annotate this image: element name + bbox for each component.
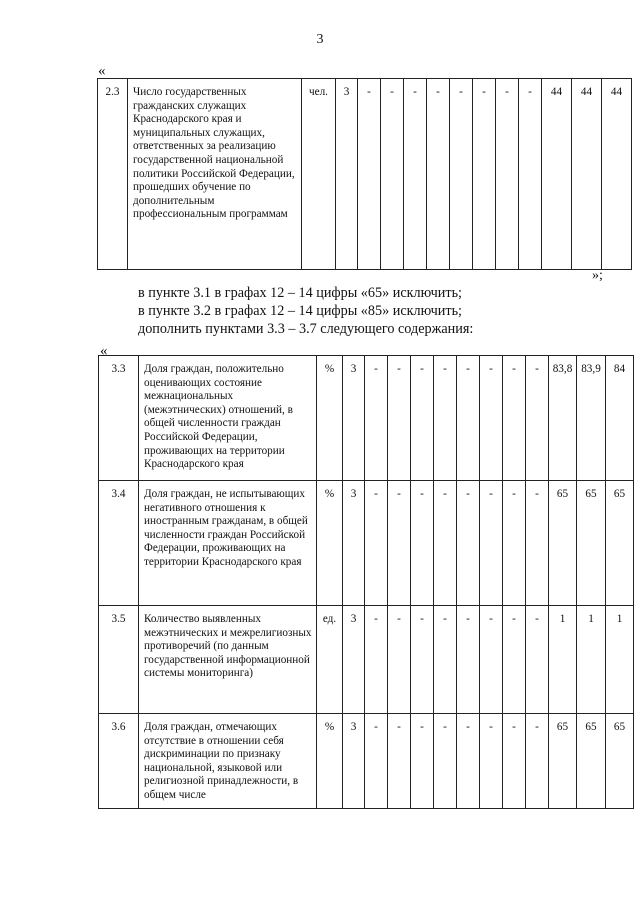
target-value-cell: 65 xyxy=(577,481,606,606)
status-cell: 3 xyxy=(343,356,365,481)
target-value-cell: 65 xyxy=(606,481,634,606)
year-value-cell: - xyxy=(503,714,526,809)
year-value-cell: - xyxy=(411,481,434,606)
year-value-cell: - xyxy=(480,481,503,606)
closing-quote: »; xyxy=(592,268,603,283)
indicator-name-cell: Доля граждан, отмечающих отсутствие в отношении себя дискриминации по признаку национальной, языковой или религиозной принадлежности, в общем числе xyxy=(139,714,317,809)
year-value-cell: - xyxy=(388,714,411,809)
unit-cell: % xyxy=(317,356,343,481)
status-cell: 3 xyxy=(343,481,365,606)
indicator-name-cell: Доля граждан, положительно оценивающих состояние межнациональных (межэтнических) отношений, в общей численности граждан Российской Федерации, проживающих на территории Краснодарского края xyxy=(139,356,317,481)
year-value-cell: - xyxy=(365,481,388,606)
target-value-cell: 65 xyxy=(606,714,634,809)
year-value-cell: - xyxy=(358,79,381,270)
year-value-cell: - xyxy=(411,714,434,809)
year-value-cell: - xyxy=(457,714,480,809)
unit-cell: % xyxy=(317,481,343,606)
year-value-cell: - xyxy=(480,714,503,809)
target-value-cell: 84 xyxy=(606,356,634,481)
indicator-name-cell: Количество выявленных межэтнических и межрелигиозных противоречий (по данным государственной информационной системы мониторинга) xyxy=(139,606,317,714)
table-row xyxy=(99,481,634,606)
year-value-cell: - xyxy=(434,714,457,809)
table-row xyxy=(99,606,634,714)
year-value-cell: - xyxy=(480,356,503,481)
year-value-cell: - xyxy=(457,481,480,606)
target-value-cell: 65 xyxy=(577,714,606,809)
year-value-cell: - xyxy=(434,606,457,714)
instruction-line-3: дополнить пунктами 3.3 – 3.7 следующего содержания: xyxy=(138,321,474,337)
year-value-cell: - xyxy=(526,481,549,606)
year-value-cell: - xyxy=(365,356,388,481)
year-value-cell: - xyxy=(404,79,427,270)
status-cell: 3 xyxy=(336,79,358,270)
target-value-cell: 44 xyxy=(542,79,572,270)
indicator-table-1 xyxy=(97,78,632,270)
year-value-cell: - xyxy=(480,606,503,714)
year-value-cell: - xyxy=(503,606,526,714)
year-value-cell: - xyxy=(473,79,496,270)
status-cell: 3 xyxy=(343,606,365,714)
target-value-cell: 44 xyxy=(602,79,632,270)
year-value-cell: - xyxy=(381,79,404,270)
indicator-name-cell: Доля граждан, не испытывающих негативного отношения к иностранным гражданам, в общей численности граждан Российской Федерации, проживающих на территории Краснодарского края xyxy=(139,481,317,606)
table-row xyxy=(98,79,632,270)
table-row xyxy=(99,714,634,809)
year-value-cell: - xyxy=(496,79,519,270)
indicator-name-cell: Число государственных гражданских служащих Краснодарского края и муниципальных служащих, ответственных за реализацию государственной национальной политики Российской Федерации, прошедших обучение по дополнительным профессиональным программам xyxy=(128,79,302,270)
row-number-cell: 3.6 xyxy=(99,714,139,809)
target-value-cell: 83,8 xyxy=(549,356,577,481)
year-value-cell: - xyxy=(411,606,434,714)
year-value-cell: - xyxy=(526,356,549,481)
target-value-cell: 1 xyxy=(606,606,634,714)
year-value-cell: - xyxy=(427,79,450,270)
year-value-cell: - xyxy=(457,356,480,481)
year-value-cell: - xyxy=(388,606,411,714)
target-value-cell: 44 xyxy=(572,79,602,270)
year-value-cell: - xyxy=(450,79,473,270)
unit-cell: ед. xyxy=(317,606,343,714)
year-value-cell: - xyxy=(365,714,388,809)
year-value-cell: - xyxy=(411,356,434,481)
page-number: 3 xyxy=(316,32,324,47)
target-value-cell: 65 xyxy=(549,481,577,606)
unit-cell: чел. xyxy=(302,79,336,270)
year-value-cell: - xyxy=(503,356,526,481)
year-value-cell: - xyxy=(526,606,549,714)
opening-quote-2: « xyxy=(100,343,108,359)
indicator-table-2 xyxy=(98,355,634,809)
opening-quote: « xyxy=(98,63,106,79)
year-value-cell: - xyxy=(434,356,457,481)
instruction-line-2: в пункте 3.2 в графах 12 – 14 цифры «85» исключить; xyxy=(138,303,462,319)
row-number-cell: 3.4 xyxy=(99,481,139,606)
year-value-cell: - xyxy=(457,606,480,714)
year-value-cell: - xyxy=(388,481,411,606)
unit-cell: % xyxy=(317,714,343,809)
year-value-cell: - xyxy=(434,481,457,606)
row-number-cell: 2.3 xyxy=(98,79,128,270)
year-value-cell: - xyxy=(526,714,549,809)
row-number-cell: 3.5 xyxy=(99,606,139,714)
target-value-cell: 83,9 xyxy=(577,356,606,481)
instruction-line-1: в пункте 3.1 в графах 12 – 14 цифры «65» исключить; xyxy=(138,285,462,301)
row-number-cell: 3.3 xyxy=(99,356,139,481)
year-value-cell: - xyxy=(519,79,542,270)
year-value-cell: - xyxy=(503,481,526,606)
status-cell: 3 xyxy=(343,714,365,809)
target-value-cell: 65 xyxy=(549,714,577,809)
table-row xyxy=(99,356,634,481)
year-value-cell: - xyxy=(365,606,388,714)
year-value-cell: - xyxy=(388,356,411,481)
target-value-cell: 1 xyxy=(549,606,577,714)
target-value-cell: 1 xyxy=(577,606,606,714)
